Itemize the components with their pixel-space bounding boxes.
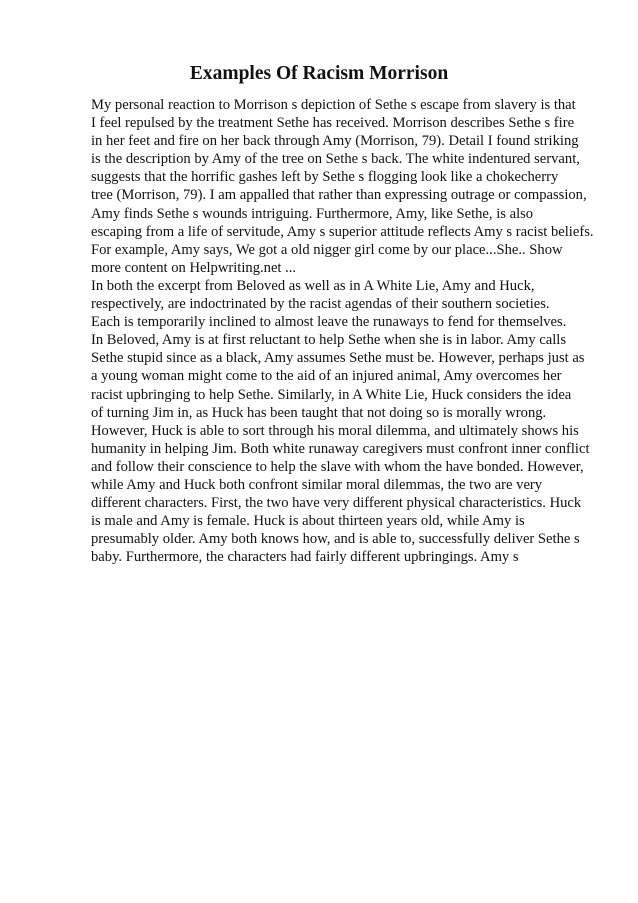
text-line: different characters. First, the two have very different physical characteristics. Huck: [91, 495, 582, 512]
text-line: respectively, are indoctrinated by the racist agendas of their southern societies.: [91, 296, 550, 313]
text-line: suggests that the horrific gashes left by Sethe s flogging look like a chokecherry: [91, 169, 559, 186]
text-line: while Amy and Huck both confront similar moral dilemmas, the two are very: [91, 476, 543, 493]
text-line: a young woman might come to the aid of an injured animal, Amy overcomes her: [91, 368, 562, 385]
text-line: However, Huck is able to sort through his moral dilemma, and ultimately shows his: [91, 422, 579, 439]
text-line: In both the excerpt from Beloved as well as in A White Lie, Amy and Huck,: [91, 277, 535, 294]
page-title: Examples Of Racism Morrison: [189, 63, 449, 84]
text-line: Each is temporarily inclined to almost leave the runaways to fend for themselves.: [91, 314, 567, 331]
text-line: of turning Jim in, as Huck has been taught that not doing so is morally wrong.: [91, 404, 547, 421]
text-line: baby. Furthermore, the characters had fairly different upbringings. Amy s: [91, 549, 519, 566]
text-line: and follow their conscience to help the slave with whom the have bonded. However,: [91, 458, 584, 475]
text-line: Sethe stupid since as a black, Amy assumes Sethe must be. However, perhaps just as: [91, 350, 585, 367]
text-line: escaping from a life of servitude, Amy s superior attitude reflects Amy s racist beliefs.: [91, 223, 594, 240]
text-line: In Beloved, Amy is at first reluctant to help Sethe when she is in labor. Amy calls: [91, 332, 567, 349]
text-line: For example, Amy says, We got a old nigger girl come by our place...She.. Show: [91, 241, 563, 258]
text-line: Amy finds Sethe s wounds intriguing. Furthermore, Amy, like Sethe, is also: [91, 205, 534, 222]
text-line: humanity in helping Jim. Both white runaway caregivers must confront inner conflict: [91, 440, 590, 457]
text-line: My personal reaction to Morrison s depiction of Sethe s escape from slavery is that: [91, 97, 576, 113]
text-line: is the description by Amy of the tree on Sethe s back. The white indentured servant,: [91, 151, 580, 168]
text-line: in her feet and fire on her back through Amy (Morrison, 79). Detail I found striking: [91, 133, 579, 150]
document-body: [91, 96, 636, 566]
text-line: presumably older. Amy both knows how, and is able to, successfully deliver Sethe s: [91, 531, 580, 548]
text-line: tree (Morrison, 79). I am appalled that rather than expressing outrage or compassion,: [91, 187, 587, 204]
text-line: is male and Amy is female. Huck is about thirteen years old, while Amy is: [91, 513, 525, 530]
text-line: racist upbringing to help Sethe. Similarly, in A White Lie, Huck considers the idea: [91, 386, 572, 403]
text-line: more content on Helpwriting.net ...: [91, 259, 297, 276]
text-line: I feel repulsed by the treatment Sethe has received. Morrison describes Sethe s fire: [91, 115, 575, 132]
